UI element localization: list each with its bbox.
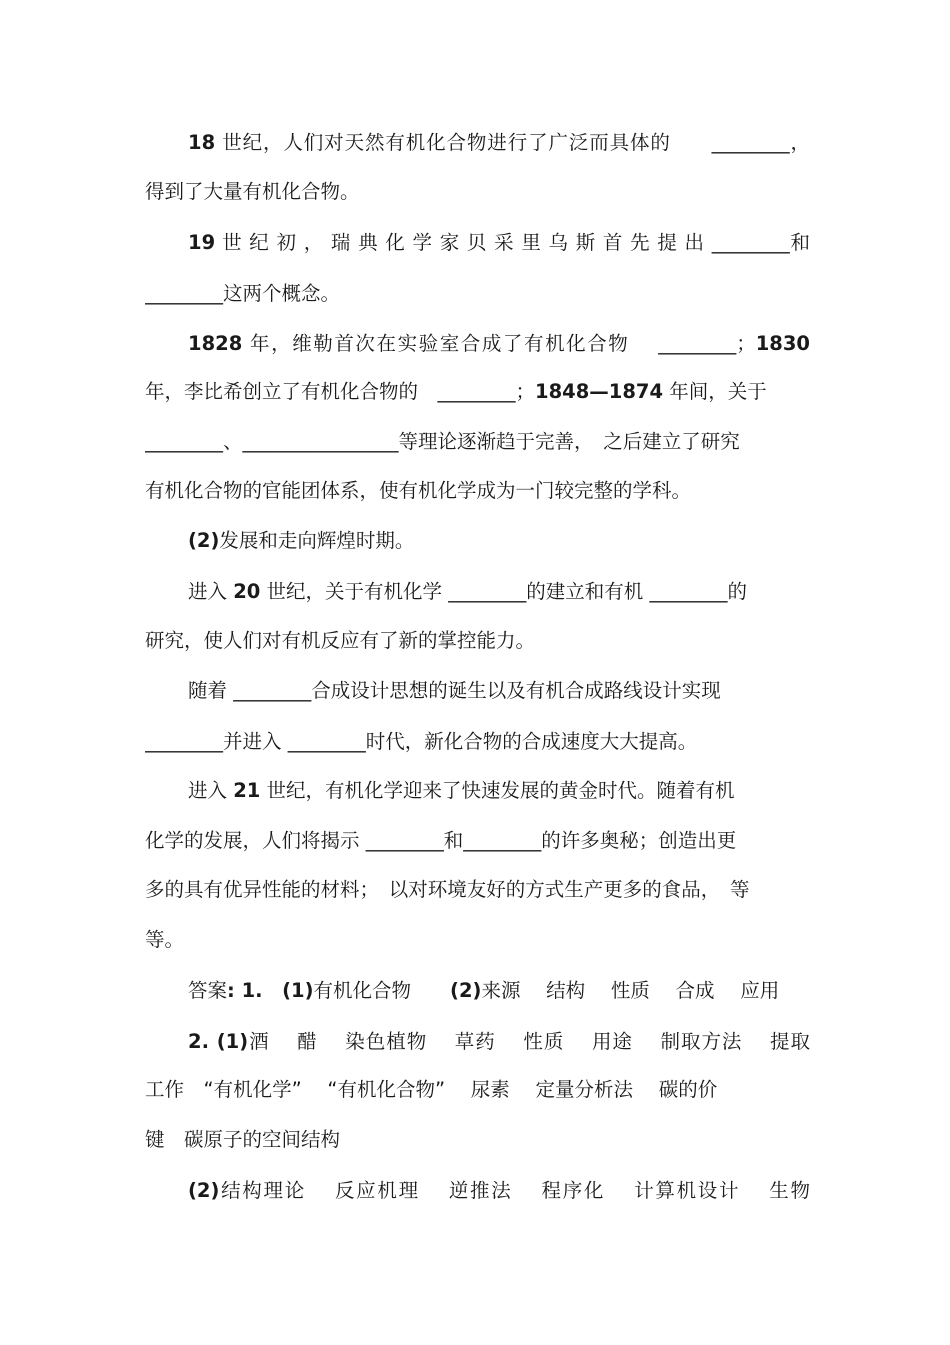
century-21: 21 (233, 779, 261, 802)
answer-line: 答案: 1. (1)有机化合物 (2)来源 结构 性质 合成 应用 (188, 979, 780, 1002)
answer-line: 2. (1)酒 醋 染色植物 草药 性质 用途 制取方法 提取 (188, 1030, 810, 1053)
fill-blank: ________， (670, 131, 810, 154)
century-20: 20 (233, 580, 261, 603)
year-range: 1848—1874 (535, 380, 664, 403)
answer-line: 工作 “有机化学” “有机化合物” 尿素 定量分析法 碳的价 (145, 1078, 718, 1101)
year-18: 18 (188, 131, 216, 154)
text-line: 研究，使人们对有机反应有了新的掌控能力。 (145, 629, 536, 652)
year-1828: 1828 (188, 332, 243, 355)
text-line: ________并进入 ________时代，新化合物的合成速度大大提高。 (145, 730, 698, 753)
text-line: 化学的发展，人们将揭示 ________和________的许多奥秘；创造出更 (145, 829, 737, 852)
text-line: 进入 20 世纪，关于有机化学 ________的建立和有机 ________的 (188, 580, 747, 603)
text-line: ________这两个概念。 (145, 282, 341, 305)
answer-line: 键 碳原子的空间结构 (145, 1128, 341, 1151)
text-line: 19 世 纪 初 ， 瑞 典 化 学 家 贝 采 里 乌 斯 首 先 提 出 ________和 (188, 231, 810, 254)
text-line: ________、________________等理论逐渐趋于完善， 之后建立了研究 (145, 430, 740, 453)
section-heading: (2)发展和走向辉煌时期。 (188, 529, 415, 552)
text-line: 有机化合物的官能团体系，使有机化学成为一门较完整的学科。 (145, 479, 692, 502)
text-line: 18 世纪，人们对天然有机化合物进行了广泛而具体的 ________， (188, 131, 810, 154)
text-line: 等。 (145, 928, 185, 951)
century-19: 19 (188, 231, 216, 254)
text-line: 得到了大量有机化合物。 (145, 180, 360, 203)
answer-line: (2)结构理论 反应机理 逆推法 程序化 计算机设计 生物 (188, 1179, 810, 1202)
text-line: 多的具有优异性能的材料； 以对环境友好的方式生产更多的食品， 等 (145, 878, 750, 901)
text-line: 随着 ________合成设计思想的诞生以及有机合成路线设计实现 (188, 679, 721, 702)
text-line: 进入 21 世纪，有机化学迎来了快速发展的黄金时代。随着有机 (188, 779, 735, 802)
year-1830: 1830 (755, 332, 810, 355)
text-line: 1828 年，维勒首次在实验室合成了有机化合物 ________；1830 (188, 332, 810, 355)
text-line: 年，李比希创立了有机化合物的 ________；1848—1874 年间，关于 (145, 380, 767, 403)
